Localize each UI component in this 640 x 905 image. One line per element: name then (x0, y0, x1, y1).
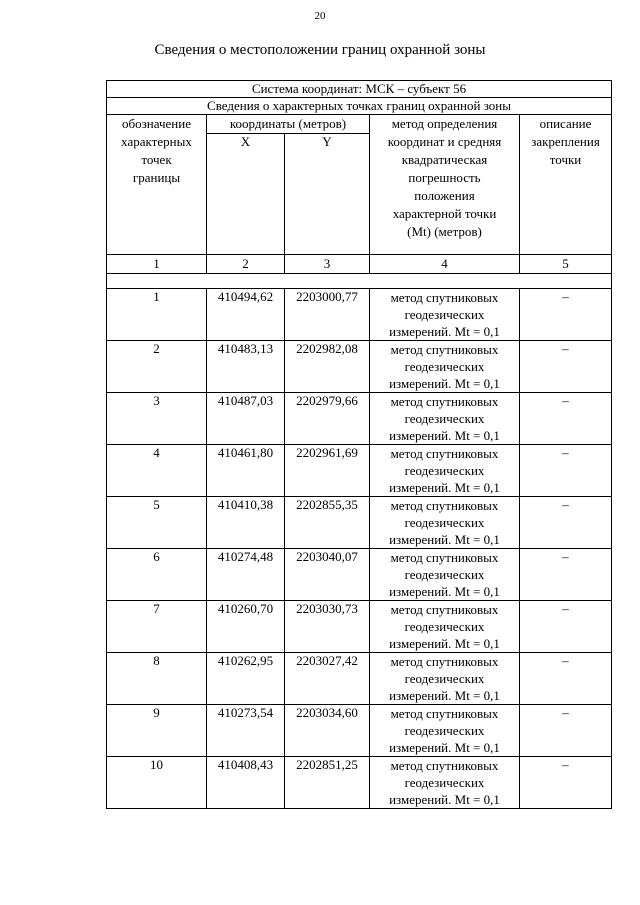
method-cell (370, 341, 520, 393)
method-cell (370, 601, 520, 653)
method-line: геодезических (404, 619, 485, 634)
header-line: точек (141, 152, 172, 167)
method-cell (370, 445, 520, 497)
y-coordinate-cell: 2202851,25 (285, 757, 370, 809)
method-line: геодезических (404, 567, 485, 582)
coordinate-system-header: Система координат: МСК – субъект 56 (107, 81, 612, 98)
column-number: 5 (520, 255, 612, 274)
table-row (107, 341, 612, 393)
method-cell (370, 497, 520, 549)
header-line: характерной точки (392, 206, 497, 221)
column-number-row (107, 255, 612, 274)
method-line: метод спутниковых (390, 758, 499, 773)
description-cell: – (520, 393, 612, 445)
method-line: геодезических (404, 307, 485, 322)
point-number-cell: 8 (107, 653, 207, 705)
x-coordinate-cell: 410461,80 (207, 445, 285, 497)
page-title: Сведения о местоположении границ охранной зоны (154, 42, 486, 58)
method-cell (370, 705, 520, 757)
coordinates-header: координаты (метров) (207, 115, 370, 134)
table-row (107, 289, 612, 341)
header-line: (Mt) (метров) (407, 224, 482, 239)
method-line: измерений. Mt = 0,1 (389, 688, 500, 703)
method-cell (370, 757, 520, 809)
point-number-cell: 3 (107, 393, 207, 445)
y-coordinate-cell: 2203027,42 (285, 653, 370, 705)
boundary-points-table (106, 80, 612, 809)
point-number-cell: 5 (107, 497, 207, 549)
method-line: измерений. Mt = 0,1 (389, 740, 500, 755)
description-cell: – (520, 497, 612, 549)
method-line: метод спутниковых (390, 706, 499, 721)
description-cell: – (520, 653, 612, 705)
column-number: 2 (207, 255, 285, 274)
x-coordinate-cell: 410483,13 (207, 341, 285, 393)
method-cell (370, 653, 520, 705)
method-line: метод спутниковых (390, 550, 499, 565)
x-coordinate-cell: 410260,70 (207, 601, 285, 653)
method-line: метод спутниковых (390, 654, 499, 669)
column-number: 3 (285, 255, 370, 274)
description-cell: – (520, 705, 612, 757)
y-coordinate-cell: 2202961,69 (285, 445, 370, 497)
method-cell (370, 289, 520, 341)
y-coordinate-cell: 2203034,60 (285, 705, 370, 757)
x-header: X (207, 134, 285, 255)
method-line: геодезических (404, 671, 485, 686)
table-row (107, 601, 612, 653)
table-row (107, 757, 612, 809)
x-coordinate-cell: 410273,54 (207, 705, 285, 757)
point-number-cell: 2 (107, 341, 207, 393)
point-designation-header (107, 115, 207, 255)
column-number: 1 (107, 255, 207, 274)
section-header: Сведения о характерных точках границ охранной зоны (107, 98, 612, 115)
table-row (107, 549, 612, 601)
description-cell: – (520, 289, 612, 341)
description-cell: – (520, 601, 612, 653)
table-row (107, 497, 612, 549)
y-coordinate-cell: 2202855,35 (285, 497, 370, 549)
point-number-cell: 9 (107, 705, 207, 757)
table-row (107, 393, 612, 445)
method-line: измерений. Mt = 0,1 (389, 792, 500, 807)
method-line: измерений. Mt = 0,1 (389, 532, 500, 547)
header-line: метод определения (391, 116, 498, 131)
header-line: погрешность (408, 170, 481, 185)
column-number: 4 (370, 255, 520, 274)
method-line: метод спутниковых (390, 342, 499, 357)
point-number-cell: 1 (107, 289, 207, 341)
spacer-cell (107, 274, 612, 289)
method-line: геодезических (404, 463, 485, 478)
header-line: границы (132, 170, 181, 185)
header-line: закрепления (531, 134, 600, 149)
method-header (370, 115, 520, 255)
header-line: координат и средняя (387, 134, 502, 149)
method-line: метод спутниковых (390, 290, 499, 305)
page-number: 20 (314, 10, 326, 22)
method-line: измерений. Mt = 0,1 (389, 480, 500, 495)
method-line: геодезических (404, 359, 485, 374)
table-row (107, 445, 612, 497)
x-coordinate-cell: 410487,03 (207, 393, 285, 445)
x-coordinate-cell: 410494,62 (207, 289, 285, 341)
method-cell (370, 393, 520, 445)
description-cell: – (520, 549, 612, 601)
method-line: геодезических (404, 775, 485, 790)
description-cell: – (520, 445, 612, 497)
method-line: измерений. Mt = 0,1 (389, 584, 500, 599)
header-line: характерных (121, 134, 192, 149)
table-row (107, 705, 612, 757)
x-coordinate-cell: 410408,43 (207, 757, 285, 809)
description-cell: – (520, 757, 612, 809)
method-line: метод спутниковых (390, 394, 499, 409)
method-line: измерений. Mt = 0,1 (389, 428, 500, 443)
method-line: измерений. Mt = 0,1 (389, 636, 500, 651)
method-cell (370, 549, 520, 601)
table-row (107, 653, 612, 705)
header-line: точки (549, 152, 582, 167)
method-line: метод спутниковых (390, 602, 499, 617)
header-line: обозначение (122, 116, 191, 131)
y-coordinate-cell: 2203040,07 (285, 549, 370, 601)
header-line: положения (414, 188, 475, 203)
point-number-cell: 6 (107, 549, 207, 601)
point-number-cell: 4 (107, 445, 207, 497)
method-line: геодезических (404, 723, 485, 738)
header-line: описание (539, 116, 592, 131)
point-number-cell: 7 (107, 601, 207, 653)
spacer-row (107, 274, 612, 289)
method-line: метод спутниковых (390, 498, 499, 513)
y-coordinate-cell: 2202982,08 (285, 341, 370, 393)
x-coordinate-cell: 410410,38 (207, 497, 285, 549)
method-line: геодезических (404, 515, 485, 530)
y-coordinate-cell: 2203000,77 (285, 289, 370, 341)
description-cell: – (520, 341, 612, 393)
x-coordinate-cell: 410274,48 (207, 549, 285, 601)
y-coordinate-cell: 2203030,73 (285, 601, 370, 653)
method-line: метод спутниковых (390, 446, 499, 461)
method-line: измерений. Mt = 0,1 (389, 376, 500, 391)
description-header (520, 115, 612, 255)
header-line: квадратическая (401, 152, 488, 167)
point-number-cell: 10 (107, 757, 207, 809)
x-coordinate-cell: 410262,95 (207, 653, 285, 705)
method-line: измерений. Mt = 0,1 (389, 324, 500, 339)
y-header: Y (285, 134, 370, 255)
method-line: геодезических (404, 411, 485, 426)
y-coordinate-cell: 2202979,66 (285, 393, 370, 445)
